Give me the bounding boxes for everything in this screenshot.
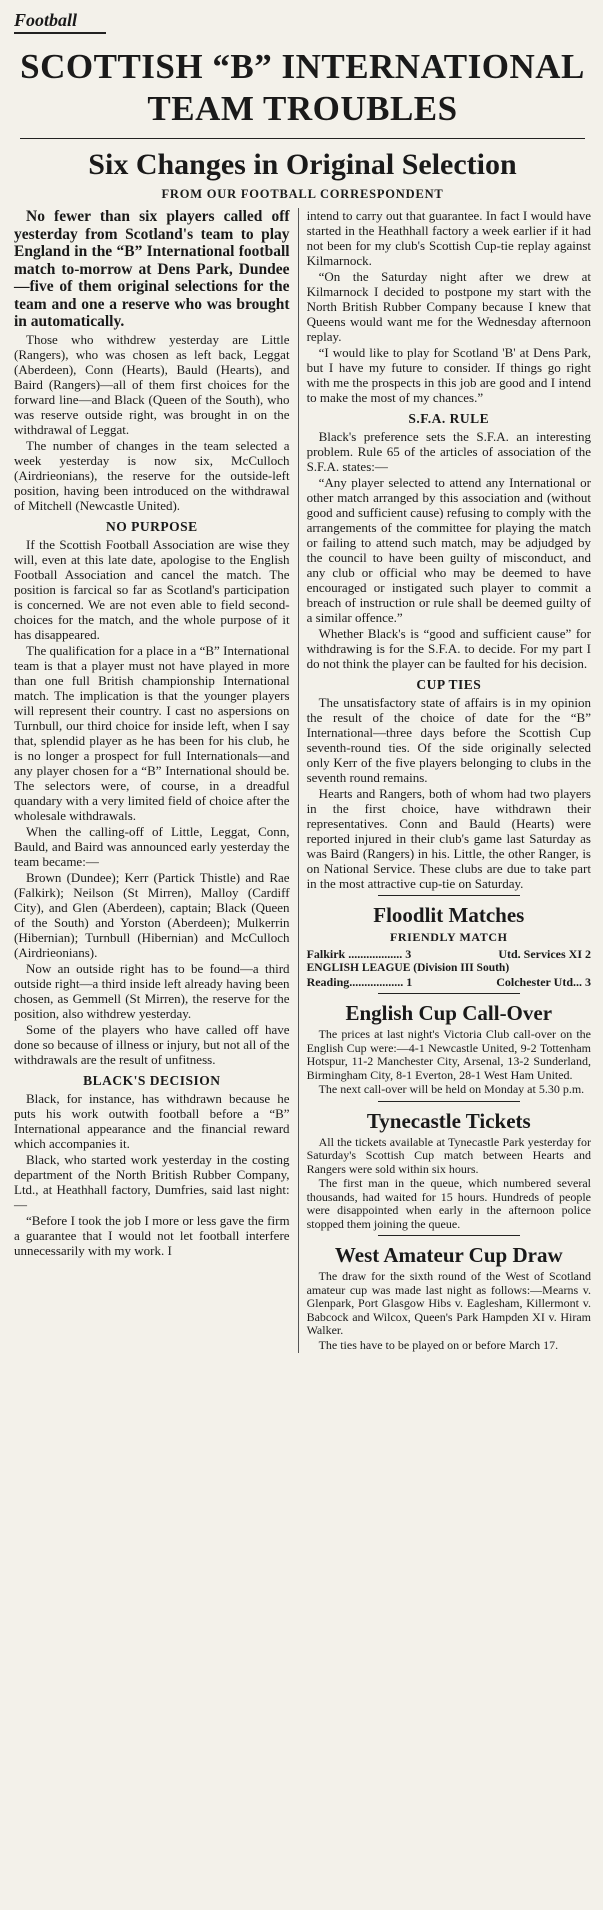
article-paragraph: “I would like to play for Scotland 'B' at Dens Park, but I have my future to consider. If things go right with me the prospects in this job are good and I intend to make the most of my chances.” [306, 345, 591, 405]
article-paragraph: Hearts and Rangers, both of whom had two players in the first choice, have withdrawn their representatives. Conn and Bauld (Hearts) were reported injured in their club's game last Saturday as was Baird (Rangers) in his. Little, the other Ranger, is on National Service. These clubs are due to take part in the most attractive cup-tie on Saturday. [306, 786, 591, 891]
crosshead-sfa-rule: S.F.A. RULE [408, 411, 490, 426]
left-column [14, 208, 299, 1353]
article-paragraph: The number of changes in the team selected a week yesterday is now six, McCulloch (Airdrieonians), the reserve for the outside-left position, having been introduced on the withdrawal of Mitchell (Newcastle United). [14, 437, 290, 513]
article-paragraph: The qualification for a place in a “B” International team is that a player must not have played in more than one full British championship International match. The implication is that the younger players will represent their country. I cast no aspersions on Turnbull, our third choice for inside left, when I say that, splendid player as he has been for his club, he is no longer a prospect for full Internationals—and any player chosen for a “B” International should be. The selectors were, of course, in a dreadful quandary with a very limited field of choice after the wholesale withdrawals. [14, 642, 290, 823]
divider [378, 1235, 520, 1236]
article-paragraph: “On the Saturday night after we drew at Kilmarnock I decided to postpone my start with the North British Rubber Company because I knew that Queens would want me for the Wednesday afternoon replay. [306, 269, 591, 344]
article-paragraph: Black's preference sets the S.F.A. an interesting problem. Rule 65 of the articles of association of the S.F.A. states:— [306, 429, 591, 474]
crosshead-cup-ties: CUP TIES [416, 677, 482, 692]
article-paragraph: The prices at last night's Victoria Club call-over on the English Cup were:—4-1 Newcastle United, 9-2 Tottenham Hotspur, 11-2 Manchester City, Arsenal, 13-2 Sunderland, Birmingham City, 8-1 Everton, 28-1 West Ham United. [306, 1027, 591, 1082]
floodlit-heading: Floodlit Matches [373, 903, 525, 927]
article-paragraph: When the calling-off of Little, Leggat, Conn, Bauld, and Baird was announced early yesterday the team became:— [14, 823, 290, 869]
result-away: Utd. Services XI 2 [498, 947, 591, 961]
amateur-cup-heading: West Amateur Cup Draw [334, 1243, 563, 1267]
article-paragraph: All the tickets available at Tynecastle Park yesterday for Saturday's Scottish Cup match between Hearts and Rangers were sold within six hours. [306, 1134, 591, 1176]
article-paragraph: Those who withdrew yesterday are Little (Rangers), who was chosen as left back, Leggat (Aberdeen), Conn (Hearts), Bauld (Hearts), and Baird (Rangers)—all of them first choices for the forward line—and Black (Queen of the South), who was reserve outside right, was brought in on the withdrawal of Leggat. [14, 331, 290, 437]
result-row [307, 947, 591, 961]
league-heading: ENGLISH LEAGUE (Division III South) [306, 962, 510, 974]
section-label: Football [14, 10, 106, 34]
result-away: Colchester Utd... 3 [496, 975, 591, 989]
article-paragraph: The ties have to be played on or before March 17. [318, 1337, 559, 1352]
article-paragraph: intend to carry out that guarantee. In fact I would have started in the Heathhall factory a week earlier if it had not been for my club's Scottish Cup-tie replay against Kilmarnock. [306, 208, 591, 268]
divider [378, 993, 520, 994]
article-paragraph: The first man in the queue, which numbered several thousands, had waited for 15 hours. Hundreds of people were disappointed when early in the afternoon police stopped them joining the queue. [306, 1176, 591, 1231]
article-paragraph: No fewer than six players called off yesterday from Scotland's team to play England in the “B” International football match to-morrow at Dens Park, Dundee—five of them original selections for the team and one a reserve who was brought in automatically. [14, 208, 290, 330]
article-paragraph: The draw for the sixth round of the West of Scotland amateur cup was made last night as follows:—Mearns v. Glenpark, Port Glasgow Hibs v. Eaglesham, Killermont v. Babcock and Wilcox, Queen's Park Hampden XI v. Hiram Walker. [306, 1269, 591, 1337]
headline-line-1: SCOTTISH “B” INTERNATIONAL [20, 47, 585, 86]
divider [378, 895, 520, 896]
result-home: Reading.................. 1 [306, 975, 413, 989]
article-paragraph: Black, for instance, has withdrawn because he puts his work outwith football before a “B” International appearance and the financial reward which accompanies it. [14, 1090, 290, 1151]
byline: FROM OUR FOOTBALL CORRESPONDENT [161, 187, 444, 201]
tynecastle-heading: Tynecastle Tickets [366, 1108, 531, 1133]
article-paragraph: The next call-over will be held on Monday at 5.30 p.m. [318, 1082, 585, 1096]
article-paragraph: “Before I took the job I more or less gave the firm a guarantee that I would not let football interfere unnecessarily with my work. I [14, 1212, 290, 1258]
article-paragraph: If the Scottish Football Association are wise they will, even at this late date, apologise to the English Football Association and cancel the match. The position is farcical so far as Scotland's participation is concerned. We are not even able to field second-choices for the match, and the whole purpose of it has disappeared. [14, 536, 290, 642]
right-column [307, 208, 591, 1353]
divider [378, 1101, 520, 1102]
article-paragraph: Now an outside right has to be found—a third outside right—a third inside left already having been chosen, as Gemmell (St Mirren), the reserve for the position, also withdrew yesterday. [14, 960, 290, 1021]
headline-rule [20, 138, 585, 139]
results-block [307, 947, 591, 989]
result-home: Falkirk .................. 3 [306, 947, 412, 961]
article-paragraph: Some of the players who have called off have done so because of illness or injury, but not all of the withdrawals are the result of unfitness. [14, 1021, 290, 1067]
article-columns [14, 208, 591, 1353]
rule-quote: “Any player selected to attend any International or other match arranged by this association and (without good and sufficient cause) refusing to comply with the arrangements of the committee for playing the match or failing to attend such match, may be adjudged by the council to have been guilty of misconduct, and any club or official who may be deemed to have encouraged or instigated such player to commit a breach of instruction or rule shall be deemed guilty of a similar offence.” [306, 475, 591, 625]
article-paragraph: Black, who started work yesterday in the costing department of the North British Rubber Company, Ltd., at Heathhall factory, Dumfries, said last night:— [14, 1151, 290, 1212]
crosshead-blacks-decision: BLACK'S DECISION [83, 1072, 221, 1088]
result-row [307, 975, 591, 989]
article-paragraph: The unsatisfactory state of affairs is in my opinion the result of the choice of date for the “B” International—three days before the Scottish Cup seventh-round ties. Of the side originally selected only Kerr of the five players belonging to clubs in the seventh round remains. [306, 695, 591, 785]
headline [14, 46, 591, 130]
subheadline: Six Changes in Original Selection [88, 148, 517, 181]
team-list: Brown (Dundee); Kerr (Partick Thistle) and Rae (Falkirk); Neilson (St Mirren), Malloy (Cardiff City), and Glen (Aberdeen), captain; Black (Queen of the South) and Yorston (Aberdeen); Mulkerrin (Hibernian); Turnbull (Hibernian) and McCulloch (Airdrieonians). [14, 869, 290, 960]
crosshead-no-purpose: NO PURPOSE [105, 518, 198, 534]
article-paragraph: Whether Black's is “good and sufficient cause” for withdrawing is for the S.F.A. to decide. For my part I do not think the player can be faulted for his decision. [306, 626, 591, 671]
headline-line-2: TEAM TROUBLES [147, 89, 458, 128]
cup-call-over-heading: English Cup Call-Over [345, 1001, 553, 1025]
friendly-heading: FRIENDLY MATCH [389, 930, 508, 944]
